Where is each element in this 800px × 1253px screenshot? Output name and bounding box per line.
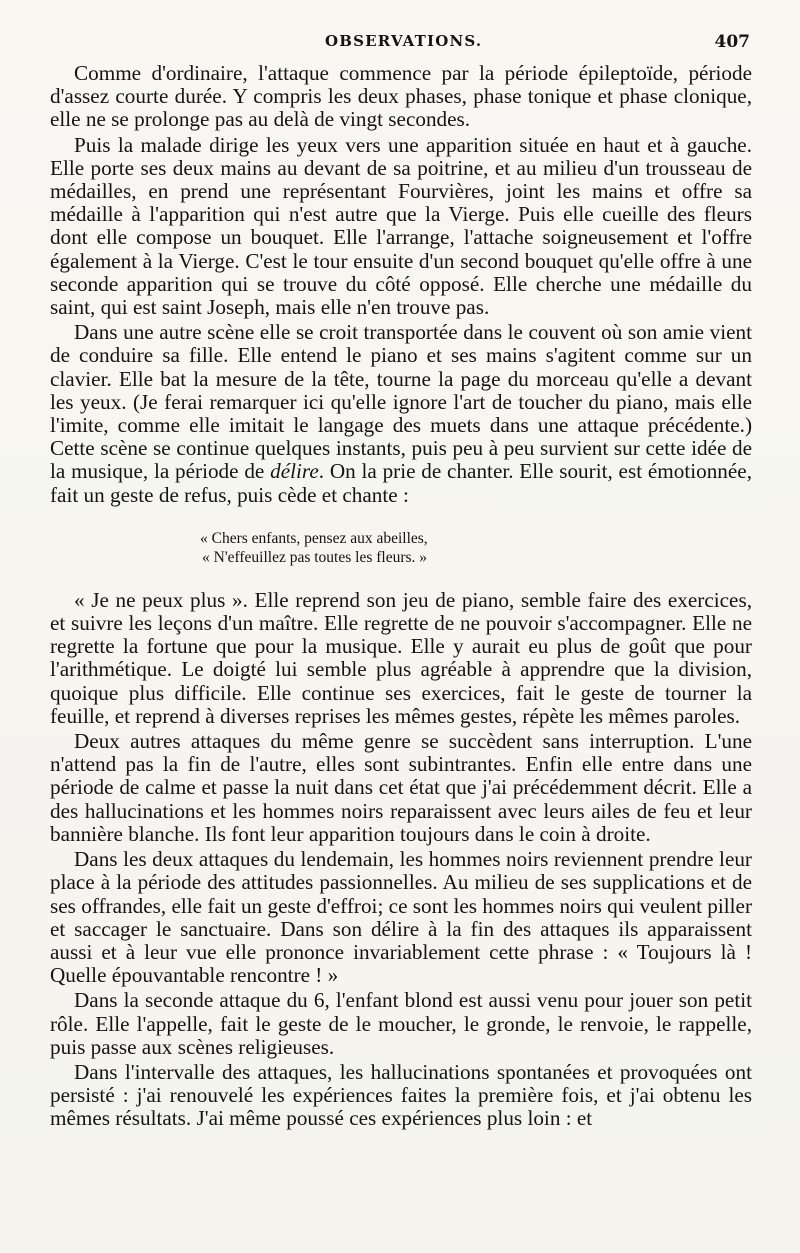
paragraph-3-text-a: Dans une autre scène elle se croit transportée dans le couvent où son amie vient de conduire sa fille. Elle entend le piano et ses mains s'agitent comme sur un clavier. Elle bat la mesure de la tête, tourne la page du morceau qu'elle a devant les yeux. (Je ferai remarquer ici qu'elle ignore l'art de toucher du piano, mais elle l'imite, comme elle imitait le langage des muets dans une attaque précédente.) Cette scène se continue quelques instants, puis peu à peu survient sur cette idée de la musique, la période de [50, 320, 752, 484]
paragraph-8: Dans l'intervalle des attaques, les hallucinations spontanées et provoquées ont persisté : j'ai renouvelé les expériences faites la première fois, et j'ai obtenu les mêmes résultats. J'ai même poussé ces expériences plus loin : et [50, 1059, 752, 1131]
paragraph-2: Puis la malade dirige les yeux vers une apparition située en haut et à gauche. Elle porte ses deux mains au devant de sa poitrine, et au milieu d'un trousseau de médailles, en prend une représentant Fourvières, joint les mains et offre sa médaille à l'apparition qui n'est autre que la Vierge. Puis elle cueille des fleurs dont elle compose un bouquet. Elle l'arrange, l'attache soigneusement et l'offre également à la Vierge. C'est le tour ensuite d'un second bouquet qu'elle offre à une seconde apparition qui se trouve du côté opposé. Elle cherche une médaille du saint, qui est saint Joseph, mais elle n'en trouve pas. [50, 132, 752, 320]
paragraph-6: Dans les deux attaques du lendemain, les hommes noirs reviennent prendre leur place à la période des attitudes passionnelles. Au milieu de ses supplications et de ses offrandes, elle fait un geste d'effroi; ce sont les hommes noirs qui veulent piller et saccager le sanctuaire. Dans son délire à la fin des attaques ils apparaissent aussi et à leur vue elle prononce invariablement cette phrase : « Toujours là ! Quelle épouvantable rencontre ! » [50, 847, 752, 988]
paragraph-3-italic: délire [270, 459, 319, 484]
quote-line-1: « Chers enfants, pensez aux abeilles, [200, 529, 428, 547]
running-title: OBSERVATIONS. [325, 32, 483, 50]
paragraph-4: « Je ne peux plus ». Elle reprend son jeu de piano, semble faire des exercices, et suivre les leçons d'un maître. Elle regrette de ne pouvoir s'accompagner. Elle ne regrette la fortune que pour la musique. Elle y aurait eu plus de goût que pour l'arithmétique. Le doigté lui semble plus agréable à apprendre que la division, quoique plus difficile. Elle continue ses exercices, fait le geste de tourner la feuille, et reprend à diverses reprises les mêmes gestes, répète les mêmes paroles. [50, 587, 752, 728]
paragraph-3-text-b: . On la prie de chanter. Elle sourit, est émotionnée, fait un geste de refus, puis cède et chante : [50, 459, 752, 507]
page-header [50, 28, 752, 56]
paragraph-1: Comme d'ordinaire, l'attaque commence par la période épileptoïde, période d'assez courte durée. Y compris les deux phases, phase tonique et phase clonique, elle ne se prolonge pas au delà de vingt secondes. [50, 61, 752, 132]
page-number: 407 [714, 32, 750, 52]
quote-line-2: « N'effeuillez pas toutes les fleurs. » [202, 548, 428, 566]
paragraph-5: Deux autres attaques du même genre se succèdent sans interruption. L'une n'attend pas la fin de l'autre, elles sont subintrantes. Enfin elle entre dans une période de calme et passe la nuit dans cet état que j'ai précédemment décrit. Elle a des hallucinations et les hommes noirs reparaissent avec leurs ailes de feu et leur bannière blanche. Ils font leur apparition toujours dans le coin à droite. [50, 729, 752, 846]
song-quote [50, 529, 752, 567]
paragraph-7: Dans la seconde attaque du 6, l'enfant blond est aussi venu pour jouer son petit rôle. Elle l'appelle, fait le geste de le moucher, le gronde, le renvoie, le rappelle, puis passe aux scènes religieuses. [50, 988, 752, 1059]
body-text [50, 62, 752, 1131]
paragraph-3 [50, 321, 752, 507]
